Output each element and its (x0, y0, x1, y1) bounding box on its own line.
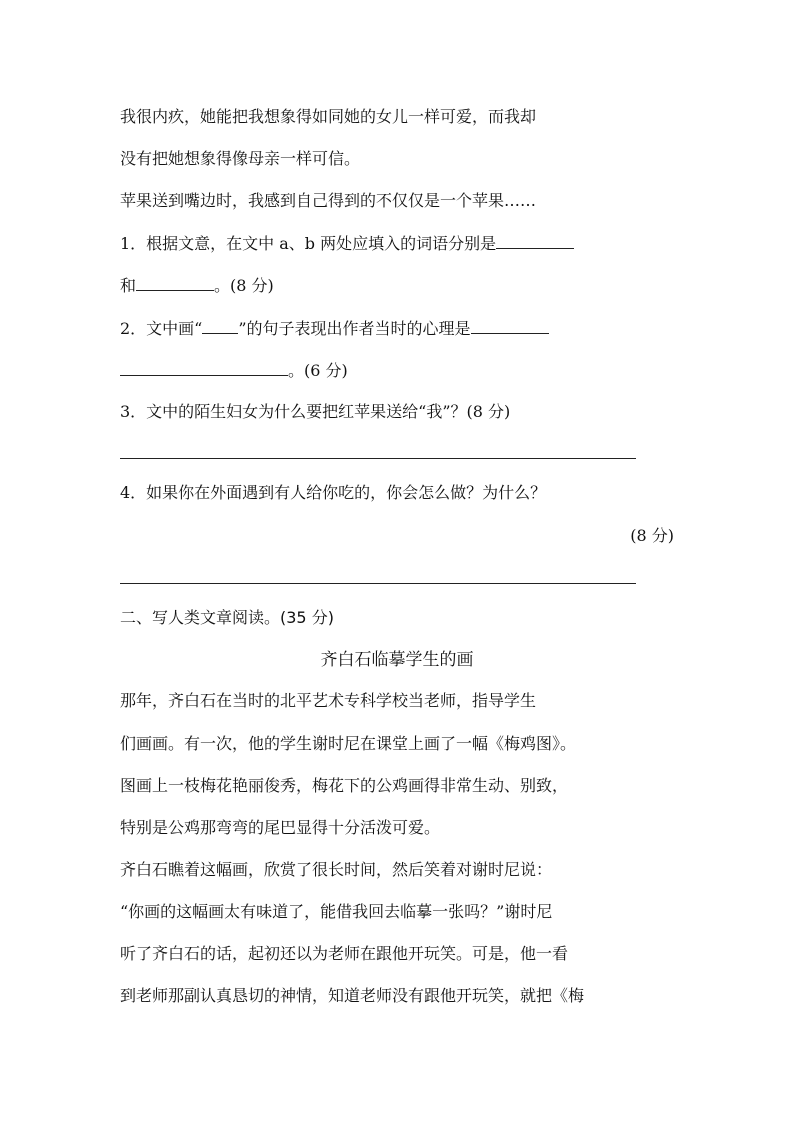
question-2-score: 。(6 分) (288, 361, 348, 380)
answer-line-q3[interactable] (120, 458, 636, 459)
article-line-6: “你画的这幅画太有味道了，能借我回去临摹一张吗？”谢时尼 (120, 902, 553, 921)
section-heading: 二、写人类文章阅读。(35 分) (120, 608, 334, 627)
question-1-and: 和 (120, 276, 137, 295)
question-1-line-2 (120, 274, 274, 297)
passage-line-3: 苹果送到嘴边时，我感到自己得到的不仅仅是一个苹果…… (120, 191, 537, 210)
passage-line-1: 我很内疚，她能把我想象得如同她的女儿一样可爱，而我却 (120, 107, 537, 126)
question-2-prefix: 2．文中画“ (120, 319, 203, 338)
article-line-8: 到老师那副认真恳切的神情，知道老师没有跟他开玩笑，就把《梅 (120, 986, 585, 1005)
answer-line-q4[interactable] (120, 583, 636, 584)
article-line-4: 特别是公鸡那弯弯的尾巴显得十分活泼可爱。 (120, 818, 441, 837)
question-2-line-2 (120, 359, 348, 382)
question-1-line-1 (120, 232, 574, 255)
article-line-5: 齐白石瞧着这幅画，欣赏了很长时间，然后笑着对谢时尼说： (120, 860, 553, 879)
article-line-1: 那年，齐白石在当时的北平艺术专科学校当老师，指导学生 (120, 691, 537, 710)
passage-line-2: 没有把她想象得像母亲一样可信。 (120, 149, 361, 168)
question-2-line-1 (120, 317, 549, 340)
underline-marker (202, 317, 238, 334)
question-1-score: 。(8 分) (214, 276, 274, 295)
article-line-3: 图画上一枝梅花艳丽俊秀，梅花下的公鸡画得非常生动、别致， (120, 776, 569, 795)
question-2-text: ”的句子表现出作者当时的心理是 (238, 319, 471, 338)
question-1-text: 1．根据文意，在文中 a、b 两处应填入的词语分别是 (120, 234, 497, 253)
article-line-7: 听了齐白石的话，起初还以为老师在跟他开玩笑。可是，他一看 (120, 944, 569, 963)
article-title: 齐白石临摹学生的画 (320, 650, 474, 670)
answer-blank-a[interactable] (496, 232, 574, 249)
answer-blank-q2-b[interactable] (120, 359, 288, 376)
question-4: 4．如果你在外面遇到有人给你吃的，你会怎么做？为什么？ (120, 483, 547, 502)
question-3: 3．文中的陌生妇女为什么要把红苹果送给“我”？(8 分) (120, 402, 511, 421)
answer-blank-q2-a[interactable] (471, 317, 549, 334)
article-line-2: 们画画。有一次，他的学生谢时尼在课堂上画了一幅《梅鸡图》。 (120, 734, 577, 753)
answer-blank-b[interactable] (136, 274, 214, 291)
question-4-score: (8 分) (630, 526, 674, 545)
